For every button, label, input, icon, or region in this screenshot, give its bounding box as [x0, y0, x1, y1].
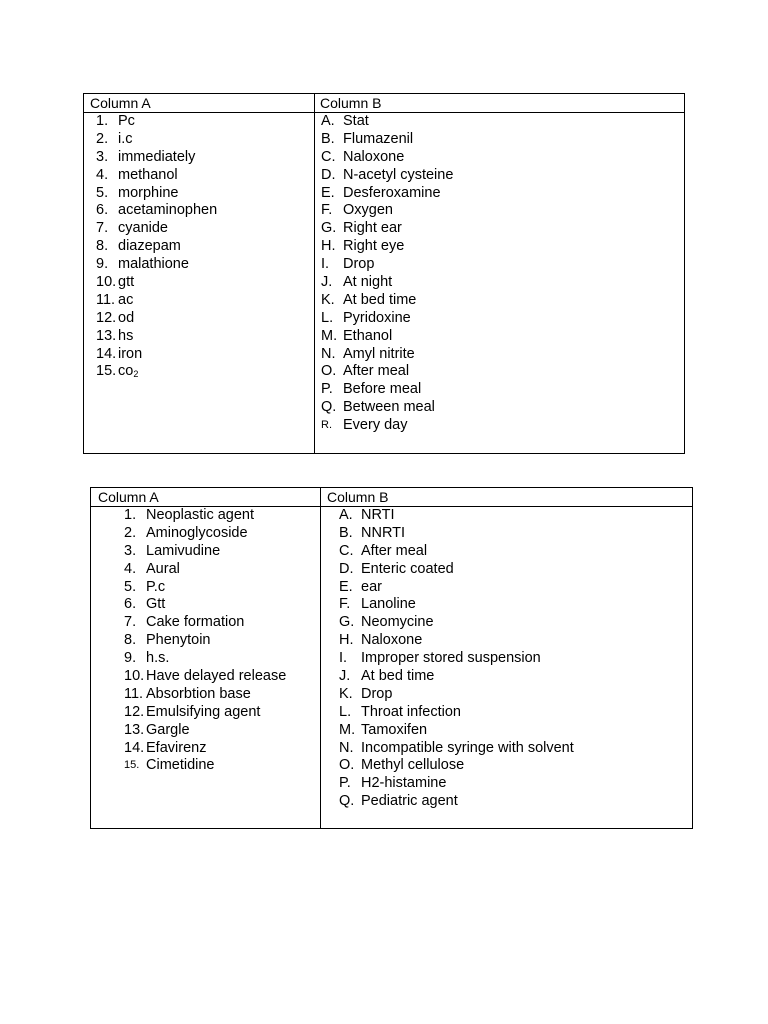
list-item-text-main: Efavirenz	[146, 739, 207, 756]
list-item-text	[146, 614, 244, 632]
list-item-text	[118, 310, 134, 328]
list-item-text-main: Between meal	[343, 399, 435, 416]
list-item-text	[343, 167, 453, 185]
list-item-text-main: h.s.	[146, 650, 170, 667]
list-item-text	[146, 596, 165, 614]
list-item-marker: F.	[321, 202, 333, 219]
list-item-text	[361, 722, 427, 740]
list-item-text	[118, 220, 168, 238]
list-item-text-main: Before meal	[343, 381, 422, 398]
list-item-text-main: Ethanol	[343, 327, 393, 344]
list-item-text-main: Flumazenil	[343, 130, 414, 147]
list-item-marker: J.	[339, 668, 351, 685]
list-item-text-main: After meal	[361, 542, 428, 559]
list-item-text-main: Throat infection	[361, 703, 461, 720]
list-item-text-main: Every day	[343, 417, 408, 434]
table-2-header-column-b: Column B	[327, 489, 389, 505]
list-item-text-main: Drop	[343, 256, 375, 273]
list-item-text-main: Improper stored suspension	[361, 650, 541, 667]
list-item-marker: 12.	[124, 703, 145, 720]
list-item-text-main: ear	[361, 578, 382, 595]
list-item-text	[343, 220, 402, 238]
list-item-marker: 1.	[124, 507, 137, 523]
list-item-text	[146, 757, 215, 775]
list-item-text	[343, 328, 392, 346]
list-item-text-main: ac	[118, 291, 134, 308]
list-item-marker: P.	[339, 775, 351, 792]
list-item-marker: 15.	[124, 759, 140, 772]
subscript: 2	[133, 369, 139, 380]
list-item-text-main: malathione	[118, 256, 189, 273]
table-1-header-column-b: Column B	[320, 95, 382, 111]
list-item-text-main: Desferoxamine	[343, 184, 441, 201]
list-item-marker: 10.	[96, 274, 117, 291]
list-item-marker: L.	[339, 703, 352, 720]
list-item-text	[118, 256, 189, 274]
list-item-text-main: Pediatric agent	[361, 793, 458, 810]
list-item-marker: 5.	[96, 184, 109, 201]
list-item-text-main: Gargle	[146, 721, 190, 738]
list-item-marker: O.	[321, 363, 337, 380]
list-item-marker: A.	[321, 113, 335, 129]
list-item-marker: 2.	[96, 130, 109, 147]
list-item-text	[146, 543, 220, 561]
list-item-text	[361, 740, 574, 758]
list-item-marker: 10.	[124, 668, 145, 685]
list-item-text-main: Lamivudine	[146, 542, 221, 559]
list-item-marker: G.	[321, 220, 337, 237]
list-item-text-main: Phenytoin	[146, 632, 211, 649]
list-item-marker: A.	[339, 507, 353, 523]
list-item-text-main: Cake formation	[146, 614, 245, 631]
list-item-text	[146, 668, 286, 686]
table-2-column-divider	[320, 488, 321, 828]
list-item-marker: 4.	[124, 560, 137, 577]
list-item-marker: Q.	[339, 793, 355, 810]
list-item-marker: I.	[339, 650, 348, 667]
list-item-marker: 9.	[124, 650, 137, 667]
list-item-text	[361, 525, 405, 543]
table-1-header-column-a: Column A	[90, 95, 151, 111]
list-item-marker: 2.	[124, 524, 137, 541]
list-item-text	[361, 543, 427, 561]
list-item-marker: E.	[339, 578, 353, 595]
list-item-text-main: Cimetidine	[146, 757, 215, 774]
list-item-text-main: N-acetyl cysteine	[343, 166, 454, 183]
table-2-header-row	[91, 488, 692, 507]
list-item-text-main: Right eye	[343, 238, 405, 255]
list-item-text	[146, 740, 206, 758]
list-item-text	[343, 292, 416, 310]
list-item-text-main: Pyridoxine	[343, 309, 411, 326]
list-item-text	[343, 238, 404, 256]
list-item-text	[118, 328, 133, 346]
list-item-marker: 14.	[124, 739, 145, 756]
list-item-marker: 14.	[96, 345, 117, 362]
list-item-text	[361, 579, 382, 597]
list-item-marker: I.	[321, 256, 330, 273]
list-item-text	[343, 346, 415, 364]
list-item-marker: 3.	[96, 148, 109, 165]
list-item-text	[361, 793, 458, 811]
list-item-text-main: Absorbtion base	[146, 685, 251, 702]
list-item-marker: 4.	[96, 166, 109, 183]
list-item-text-main: At bed time	[343, 291, 417, 308]
list-item-text	[343, 202, 393, 220]
list-item-text	[361, 507, 395, 525]
list-item-marker: H.	[321, 238, 336, 255]
list-item-marker: 6.	[96, 202, 109, 219]
list-item-text-main: Right ear	[343, 220, 402, 237]
list-item-marker: 1.	[96, 113, 109, 129]
list-item-marker: 11.	[124, 685, 144, 702]
list-item-text	[361, 632, 422, 650]
list-item-marker: M.	[321, 327, 338, 344]
list-item-text	[118, 185, 178, 203]
list-item-text-main: Naloxone	[343, 148, 405, 165]
list-item-text-main: Aural	[146, 560, 180, 577]
list-item-marker: B.	[339, 524, 353, 541]
list-item-text	[361, 704, 461, 722]
list-item-text-main: Naloxone	[361, 632, 423, 649]
list-item-marker: 8.	[124, 632, 137, 649]
list-item-text-main: Lanoline	[361, 596, 416, 613]
list-item-text-main: cyanide	[118, 220, 168, 237]
list-item-text	[361, 686, 392, 704]
list-item-text-main: od	[118, 309, 135, 326]
list-item-text	[146, 579, 165, 597]
list-item-marker: 7.	[96, 220, 109, 237]
list-item-text	[118, 113, 135, 131]
list-item-marker: J.	[321, 274, 333, 291]
list-item-text-main: hs	[118, 327, 134, 344]
list-item-text	[118, 202, 217, 220]
list-item-text-main: methanol	[118, 166, 178, 183]
list-item-marker: N.	[321, 345, 336, 362]
list-item-text	[118, 149, 195, 167]
list-item-text-main: NRTI	[361, 507, 395, 523]
list-item-text	[361, 596, 416, 614]
list-item-text	[343, 274, 392, 292]
list-item-text-main: iron	[118, 345, 143, 362]
list-item-text	[118, 274, 134, 292]
table-1-header-row	[84, 94, 684, 113]
list-item-marker: D.	[321, 166, 336, 183]
list-item-text-main: Tamoxifen	[361, 721, 428, 738]
list-item-marker: C.	[321, 148, 336, 165]
list-item-marker: 13.	[96, 327, 117, 344]
list-item-text	[146, 704, 260, 722]
list-item-text-main: H2-histamine	[361, 775, 447, 792]
list-item-text-main: Pc	[118, 113, 135, 129]
list-item-text	[343, 149, 404, 167]
list-item-marker: 11.	[96, 291, 116, 308]
list-item-text-main: Aminoglycoside	[146, 524, 248, 541]
list-item-text	[118, 292, 133, 310]
list-item-text-main: Stat	[343, 113, 369, 129]
list-item-text	[146, 561, 180, 579]
list-item-text	[118, 131, 133, 149]
list-item-text-main: acetaminophen	[118, 202, 218, 219]
list-item-text-main: Gtt	[146, 596, 166, 613]
list-item-text	[343, 381, 421, 399]
list-item-text-main: Incompatible syringe with solvent	[361, 739, 574, 756]
list-item-marker: L.	[321, 309, 334, 326]
list-item-text	[361, 775, 446, 793]
list-item-text	[343, 131, 413, 149]
list-item-text	[146, 507, 254, 525]
list-item-marker: N.	[339, 739, 354, 756]
list-item-marker: H.	[339, 632, 354, 649]
list-item-text-main: morphine	[118, 184, 179, 201]
list-item-text-main: Emulsifying agent	[146, 703, 261, 720]
list-item-marker: 15.	[96, 363, 117, 380]
list-item-text-main: i.c	[118, 130, 133, 147]
list-item-text	[146, 632, 211, 650]
list-item-text	[118, 167, 178, 185]
list-item-marker: P.	[321, 381, 333, 398]
list-item-text-main: Amyl nitrite	[343, 345, 415, 362]
list-item-text	[343, 363, 409, 381]
list-item-text-main: diazepam	[118, 238, 181, 255]
list-item-text-main: At night	[343, 274, 393, 291]
matching-table-1	[83, 93, 685, 454]
list-item-text-main: Oxygen	[343, 202, 393, 219]
list-item-marker: 8.	[96, 238, 109, 255]
list-item-marker: M.	[339, 721, 356, 738]
list-item-marker: 3.	[124, 542, 137, 559]
list-item-text	[146, 686, 251, 704]
list-item-marker: R.	[321, 419, 332, 432]
list-item-text-main: gtt	[118, 274, 135, 291]
list-item-text-main: NNRTI	[361, 524, 406, 541]
list-item-marker: G.	[339, 614, 355, 631]
list-item-text-main: Enteric coated	[361, 560, 454, 577]
list-item-marker: Q.	[321, 399, 337, 416]
list-item-marker: E.	[321, 184, 335, 201]
list-item-text	[361, 561, 454, 579]
list-item-text-main: At bed time	[361, 668, 435, 685]
list-item-text	[343, 399, 435, 417]
list-item-text	[361, 757, 464, 775]
list-item-text	[361, 650, 541, 668]
list-item-text	[118, 346, 142, 364]
list-item-text	[146, 650, 169, 668]
list-item-text-main: P.c	[146, 578, 166, 595]
table-2-header-column-a: Column A	[98, 489, 159, 505]
list-item-marker: K.	[321, 291, 335, 308]
list-item-text-main: After meal	[343, 363, 410, 380]
list-item-marker: F.	[339, 596, 351, 613]
matching-table-2	[90, 487, 693, 829]
list-item-text-main: Methyl cellulose	[361, 757, 465, 774]
list-item-text	[343, 310, 411, 328]
list-item-marker: 7.	[124, 614, 137, 631]
list-item-text	[118, 363, 138, 381]
list-item-marker: 5.	[124, 578, 137, 595]
list-item-marker: 9.	[96, 256, 109, 273]
list-item-marker: 12.	[96, 309, 117, 326]
list-item-marker: 6.	[124, 596, 137, 613]
list-item-text-main: co	[118, 363, 134, 380]
list-item-marker: K.	[339, 685, 353, 702]
list-item-text-main: Neomycine	[361, 614, 434, 631]
list-item-marker: O.	[339, 757, 355, 774]
list-item-marker: 13.	[124, 721, 145, 738]
list-item-text	[146, 722, 190, 740]
list-item-text	[361, 614, 434, 632]
list-item-marker: D.	[339, 560, 354, 577]
list-item-text	[343, 113, 369, 131]
list-item-text	[343, 256, 374, 274]
list-item-text	[343, 417, 407, 435]
list-item-text	[146, 525, 248, 543]
list-item-marker: C.	[339, 542, 354, 559]
list-item-text	[343, 185, 441, 203]
list-item-text-main: immediately	[118, 148, 196, 165]
list-item-text-main: Drop	[361, 685, 393, 702]
list-item-text-main: Neoplastic agent	[146, 507, 255, 523]
list-item-text	[361, 668, 434, 686]
list-item-text-main: Have delayed release	[146, 668, 287, 685]
list-item-text	[118, 238, 181, 256]
list-item-marker: B.	[321, 130, 335, 147]
table-1-column-divider	[314, 94, 315, 453]
